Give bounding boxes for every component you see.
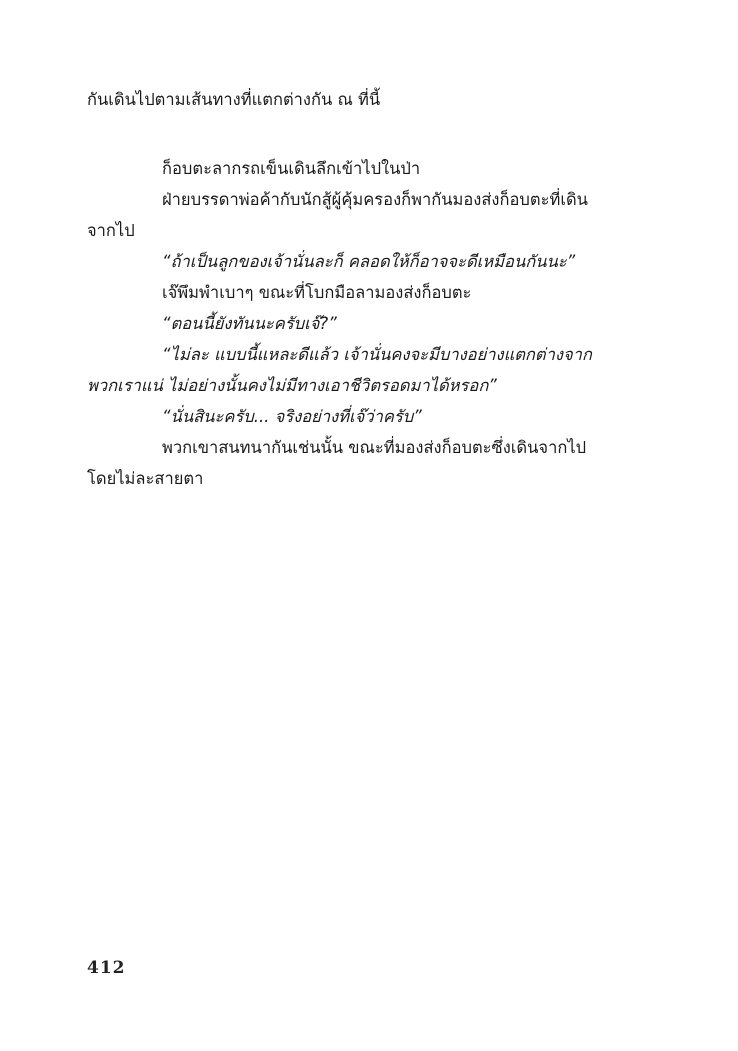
dialogue-line: “ตอนนี้ยังทันนะครับเจ๊?” bbox=[162, 314, 337, 333]
dialogue-line: “นั่นสินะครับ... จริงอย่างที่เจ๊ว่าครับ” bbox=[162, 407, 422, 426]
text-line: เจ๊พึมพำเบาๆ ขณะที่โบกมือลามองส่งก็อบตะ bbox=[162, 283, 472, 302]
text-line: พวกเขาสนทนากันเช่นนั้น ขณะที่มองส่งก็อบตะซึ่งเดินจากไป bbox=[162, 438, 587, 457]
dialogue-line: “ถ้าเป็นลูกของเจ้านั่นละก็ คลอดให้ก็อาจจะดีเหมือนกันนะ” bbox=[162, 252, 576, 271]
text-line: โดยไม่ละสายตา bbox=[87, 469, 204, 488]
text-line: จากไป bbox=[87, 221, 135, 240]
dialogue-line: “ไม่ละ แบบนี้แหละดีแล้ว เจ้านั่นคงจะมีบางอย่างแตกต่างจาก bbox=[162, 345, 592, 364]
dialogue-line: พวกเราแน่ ไม่อย่างนั้นคงไม่มีทางเอาชีวิตรอดมาได้หรอก” bbox=[87, 376, 497, 395]
text-line: ก็อบตะลากรถเข็นเดินลึกเข้าไปในป่า bbox=[162, 159, 421, 178]
text-line: ฝ่ายบรรดาพ่อค้ากับนักสู้ผู้คุ้มครองก็พากันมองส่งก็อบตะที่เดิน bbox=[162, 190, 588, 209]
text-line: กันเดินไปตามเส้นทางที่แตกต่างกัน ณ ที่นี้ bbox=[87, 90, 381, 109]
body-text bbox=[87, 84, 662, 494]
page-number: 412 bbox=[87, 958, 126, 978]
